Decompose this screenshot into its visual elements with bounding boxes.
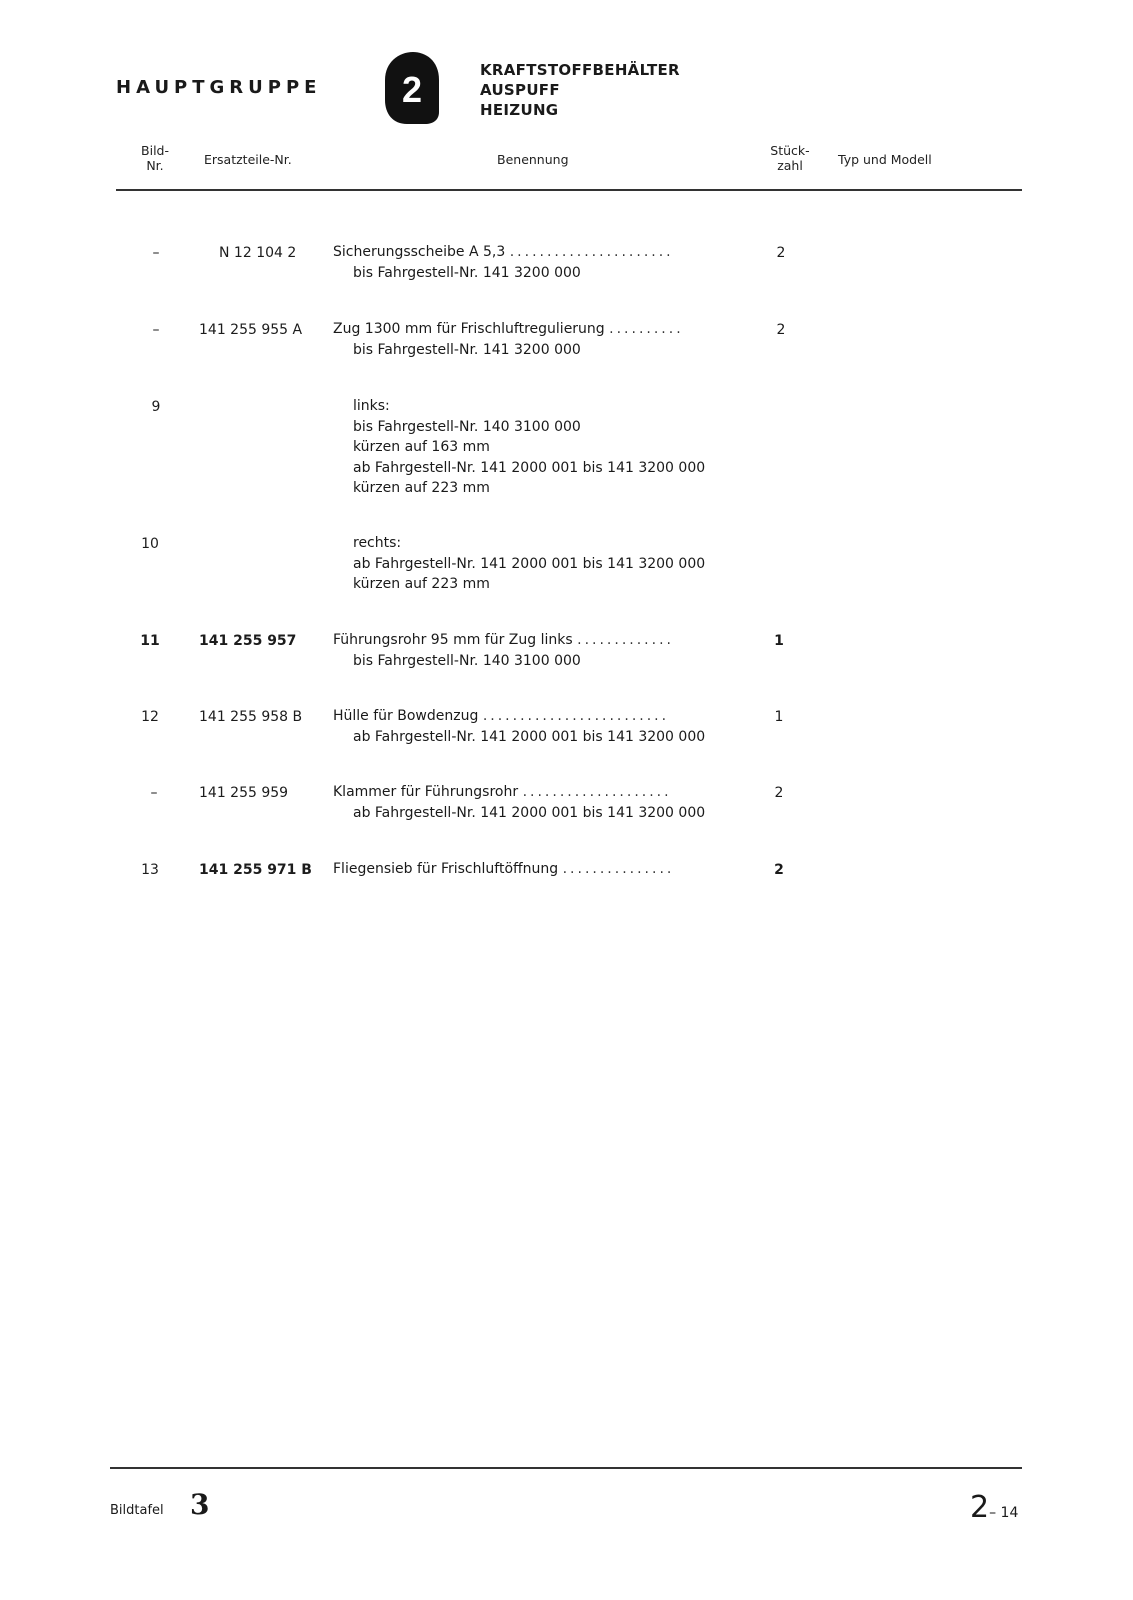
- group-titles: [480, 60, 680, 120]
- row-4-bild: 10: [141, 536, 159, 552]
- page-number-minor: – 14: [989, 1505, 1019, 1521]
- row-6-description: Hülle für Bowdenzug ......................... ab Fahrgestell-Nr. 141 2000 001 bis 141 3200 000: [333, 708, 706, 745]
- row-2-part-number: 141 255 955 A: [199, 322, 303, 338]
- row-3-description: links: bis Fahrgestell-Nr. 140 3100 000 kürzen auf 163 mm ab Fahrgestell-Nr. 141 2000 001 bis 141 3200 000 kürzen auf 223 mm: [353, 398, 706, 496]
- row-6-part-number: 141 255 958 B: [199, 709, 303, 725]
- row-2-description: Zug 1300 mm für Frischluftregulierung .......... bis Fahrgestell-Nr. 141 3200 000: [333, 321, 684, 358]
- col-bild-nr: Bild- Nr.: [141, 143, 169, 173]
- group-number: 2: [401, 69, 423, 110]
- row-7-part-number: 141 255 959: [199, 785, 289, 801]
- row-1-qty: 2: [776, 245, 786, 261]
- header-rule: [116, 189, 1022, 191]
- row-1-bild: –: [152, 245, 160, 261]
- row-7-qty: 2: [774, 785, 784, 801]
- row-1-description: Sicherungsscheibe A 5,3 ...................... bis Fahrgestell-Nr. 141 3200 000: [333, 244, 674, 281]
- row-2-qty: 2: [776, 322, 786, 338]
- group-title-1: KRAFTSTOFFBEHÄLTER: [480, 61, 680, 79]
- row-3-bild: 9: [151, 399, 161, 415]
- row-2-bild: –: [152, 322, 160, 338]
- row-5-bild: 11: [140, 633, 160, 649]
- col-typ-und-modell: Typ und Modell: [838, 152, 932, 167]
- row-5-description: Führungsrohr 95 mm für Zug links ............. bis Fahrgestell-Nr. 140 3100 000: [333, 632, 674, 669]
- row-5-qty: 1: [774, 633, 784, 649]
- group-number-badge: [383, 50, 441, 126]
- group-label: HAUPTGRUPPE: [116, 77, 322, 98]
- row-8-bild: 13: [141, 862, 159, 878]
- row-7-bild: –: [150, 785, 158, 801]
- col-benennung: Benennung: [497, 152, 569, 167]
- group-title-2: AUSPUFF: [480, 81, 560, 99]
- row-8-description: Fliegensieb für Frischluftöffnung ...............: [333, 861, 675, 877]
- row-6-qty: 1: [774, 709, 784, 725]
- row-7-description: Klammer für Führungsrohr .................... ab Fahrgestell-Nr. 141 2000 001 bis 141 3200 000: [333, 784, 706, 821]
- row-1-part-number: N 12 104 2: [219, 245, 297, 261]
- bildtafel-number: 3: [190, 1488, 210, 1521]
- row-8-part-number: 141 255 971 B: [199, 862, 312, 878]
- page-number-major: 2: [970, 1490, 990, 1525]
- group-title-3: HEIZUNG: [480, 101, 559, 119]
- col-ersatzteile-nr: Ersatzteile-Nr.: [204, 152, 292, 167]
- bildtafel-label: Bildtafel: [110, 1503, 164, 1518]
- row-6-bild: 12: [141, 709, 159, 725]
- page-number: [970, 1490, 1018, 1525]
- row-8-qty: 2: [774, 862, 784, 878]
- row-4-description: rechts: ab Fahrgestell-Nr. 141 2000 001 bis 141 3200 000 kürzen auf 223 mm: [353, 535, 706, 592]
- col-stueckzahl: Stück- zahl: [770, 143, 810, 173]
- row-5-part-number: 141 255 957: [199, 633, 297, 649]
- footer-rule: [110, 1467, 1022, 1469]
